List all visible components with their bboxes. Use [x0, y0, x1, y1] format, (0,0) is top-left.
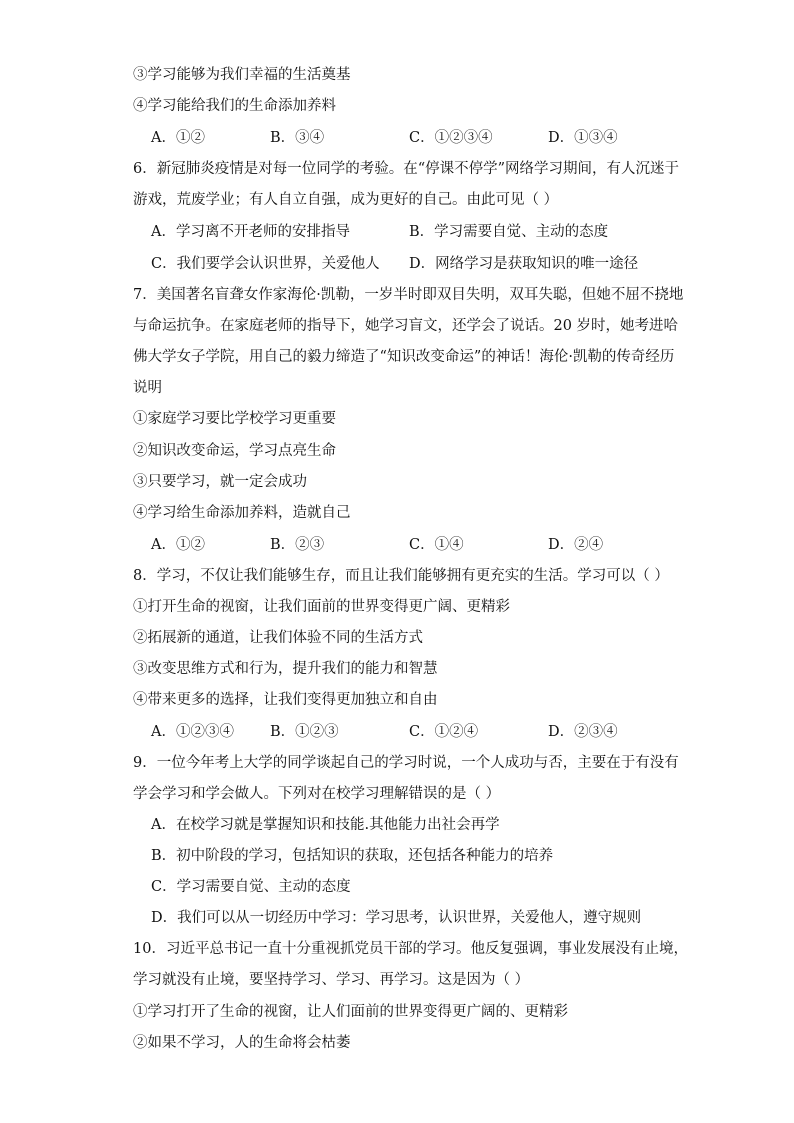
- q7-option-b[interactable]: B．②③: [270, 537, 325, 553]
- q5-option-a[interactable]: A．①②: [151, 130, 205, 146]
- q5-option-d[interactable]: D．①③④: [548, 130, 618, 146]
- q10-stem-line-2: 学习就没有止境，要坚持学习、学习、再学习。这是因为（ ）: [133, 972, 530, 988]
- q9-stem-line-2: 学会学习和学会做人。下列对在校学习理解错误的是（ ）: [133, 786, 501, 802]
- q7-stem-line-1: 7．美国著名盲聋女作家海伦·凯勒，一岁半时即双目失明，双耳失聪，但她不屈不挠地: [133, 287, 684, 303]
- q8-option-c[interactable]: C．①②④: [409, 724, 479, 740]
- q10-statement-1: ①学习打开了生命的视窗，让人们面前的世界变得更广阔的、更精彩: [133, 1004, 568, 1020]
- q7-statement-3: ③只要学习，就一定会成功: [133, 474, 307, 490]
- q8-statement-1: ①打开生命的视窗，让我们面前的世界变得更广阔、更精彩: [133, 599, 510, 615]
- q5-option-c[interactable]: C．①②③④: [409, 130, 493, 146]
- q5-statement-4: ④学习能给我们的生命添加养料: [133, 98, 336, 114]
- q9-stem-line-1: 9．一位今年考上大学的同学谈起自己的学习时说，一个人成功与否，主要在于有没有: [133, 755, 679, 771]
- q7-stem-line-2: 与命运抗争。在家庭老师的指导下，她学习盲文，还学会了说话。20 岁时，她考进哈: [133, 318, 679, 334]
- q10-stem-line-1: 10．习近平总书记一直十分重视抓党员干部的学习。他反复强调，事业发展没有止境，: [133, 941, 688, 957]
- q9-option-b[interactable]: B．初中阶段的学习，包括知识的获取，还包括各种能力的培养: [151, 848, 554, 864]
- q5-option-b[interactable]: B．③④: [270, 130, 325, 146]
- q8-stem: 8．学习，不仅让我们能够生存，而且让我们能够拥有更充实的生活。学习可以（ ）: [133, 568, 669, 584]
- q6-stem-line-2: 游戏，荒废学业；有人自立自强，成为更好的自己。由此可见（ ）: [133, 192, 559, 208]
- q8-option-a[interactable]: A．①②③④: [151, 724, 234, 740]
- q9-option-a[interactable]: A．在校学习就是掌握知识和技能.其他能力出社会再学: [151, 817, 500, 833]
- q7-statement-4: ④学习给生命添加养料，造就自己: [133, 505, 351, 521]
- q7-statement-2: ②知识改变命运，学习点亮生命: [133, 443, 336, 459]
- q10-statement-2: ②如果不学习，人的生命将会枯萎: [133, 1035, 351, 1051]
- q8-statement-4: ④带来更多的选择，让我们变得更加独立和自由: [133, 692, 438, 708]
- q7-statement-1: ①家庭学习要比学校学习更重要: [133, 411, 336, 427]
- q8-statement-2: ②拓展新的通道，让我们体验不同的生活方式: [133, 630, 423, 646]
- q8-statement-3: ③改变思维方式和行为，提升我们的能力和智慧: [133, 661, 438, 677]
- q6-option-c[interactable]: C．我们要学会认识世界，关爱他人: [151, 256, 380, 272]
- q7-option-c[interactable]: C．①④: [409, 537, 464, 553]
- q5-statement-3: ③学习能够为我们幸福的生活奠基: [133, 67, 351, 83]
- q7-stem-line-4: 说明: [133, 380, 162, 396]
- q8-option-d[interactable]: D．②③④: [548, 724, 618, 740]
- q6-option-b[interactable]: B．学习需要自觉、主动的态度: [409, 224, 609, 240]
- q6-option-d[interactable]: D．网络学习是获取知识的唯一途径: [409, 256, 639, 272]
- q9-option-d[interactable]: D．我们可以从一切经历中学习：学习思考，认识世界，关爱他人，遵守规则: [151, 910, 642, 926]
- q6-stem-line-1: 6．新冠肺炎疫情是对每一位同学的考验。在“停课不停学”网络学习期间，有人沉迷于: [133, 161, 680, 177]
- q8-option-b[interactable]: B．①②③: [270, 724, 339, 740]
- q6-option-a[interactable]: A．学习离不开老师的安排指导: [151, 224, 350, 240]
- q7-option-a[interactable]: A．①②: [151, 537, 205, 553]
- q9-option-c[interactable]: C．学习需要自觉、主动的态度: [151, 879, 351, 895]
- q7-stem-line-3: 佛大学女子学院，用自己的毅力缔造了“知识改变命运”的神话！海伦·凯勒的传奇经历: [133, 349, 675, 365]
- q7-option-d[interactable]: D．②④: [548, 537, 604, 553]
